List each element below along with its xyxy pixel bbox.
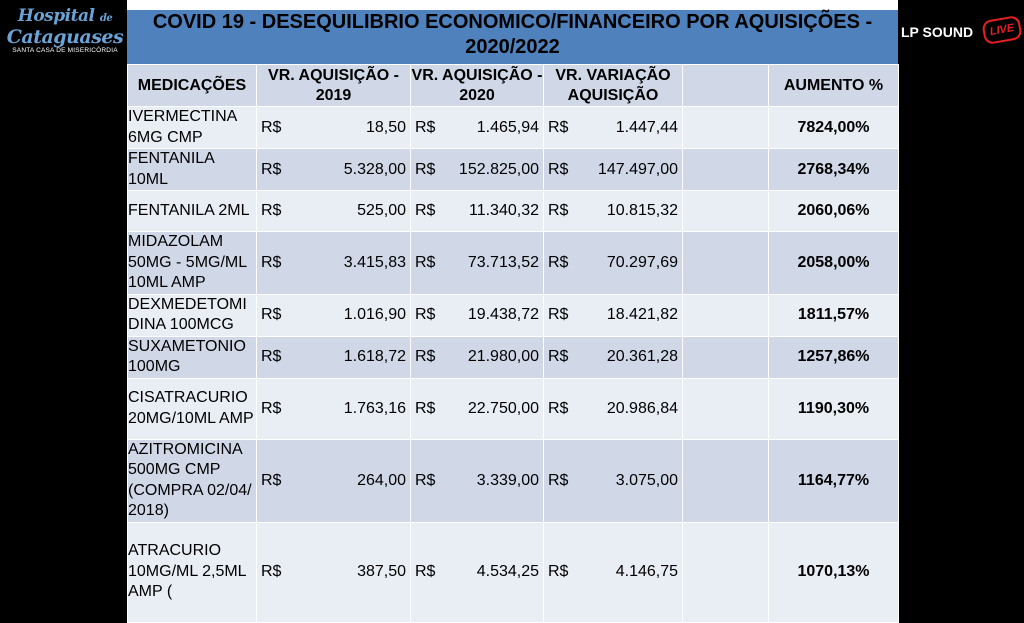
variation-value: 147.497,00 [597, 160, 678, 178]
currency-label: R$ [415, 348, 436, 365]
empty-cell [683, 522, 769, 622]
value-2019-cell [257, 336, 411, 378]
medication-cell: FENTANILA 10ML [128, 149, 257, 191]
value-2020: 22.750,00 [467, 399, 539, 417]
medication-cell: FENTANILA 2ML [128, 191, 257, 232]
variation-value: 3.075,00 [615, 471, 678, 489]
currency-label: R$ [548, 253, 569, 271]
variation-value: 20.986,84 [606, 399, 678, 417]
currency-label: R$ [415, 471, 436, 489]
value-2020: 3.339,00 [476, 471, 539, 489]
value-2019-cell [257, 149, 411, 191]
table-row [128, 522, 899, 622]
variation-cell [544, 232, 683, 295]
table-row [128, 439, 899, 522]
table-row [128, 378, 899, 439]
currency-label: R$ [261, 202, 282, 219]
value-2020-cell [411, 439, 544, 522]
currency-label: R$ [261, 118, 282, 136]
variation-value: 20.361,28 [606, 348, 678, 365]
hospital-logo [6, 8, 124, 62]
currency-label: R$ [548, 348, 569, 365]
variation-cell [544, 294, 683, 336]
currency-label: R$ [548, 399, 569, 417]
logo-title [6, 8, 124, 27]
value-2019-cell [257, 232, 411, 295]
increase-percent: 1190,30% [769, 378, 899, 439]
slide-title-line2: 2020/2022 [465, 36, 560, 58]
currency-label: R$ [548, 306, 569, 323]
medication-cell: MIDAZOLAM 50MG - 5MG/ML 10ML AMP [128, 232, 257, 295]
table-header-row [128, 65, 899, 107]
currency-label: R$ [548, 160, 569, 178]
column-header-increase: AUMENTO % [769, 65, 899, 107]
increase-percent: 2060,06% [769, 191, 899, 232]
currency-label: R$ [261, 253, 282, 271]
value-2019: 525,00 [357, 202, 406, 219]
medication-cell: CISATRACURIO 20MG/10ML AMP [128, 378, 257, 439]
value-2019: 1.763,16 [343, 399, 406, 417]
empty-cell [683, 294, 769, 336]
presentation-slide [127, 0, 898, 601]
value-2019-cell [257, 294, 411, 336]
slide-title-bar [127, 10, 898, 64]
value-2019: 5.328,00 [343, 160, 406, 178]
column-header-variation: VR. VARIAÇÃO AQUISIÇÃO [544, 65, 683, 107]
table-row [128, 232, 899, 295]
logo-text-de: de [99, 13, 113, 24]
variation-value: 1.447,44 [615, 118, 678, 136]
table-row [128, 191, 899, 232]
value-2019-cell [257, 522, 411, 622]
value-2020: 4.534,25 [476, 563, 539, 580]
value-2019-cell [257, 107, 411, 149]
empty-cell [683, 232, 769, 295]
currency-label: R$ [415, 253, 436, 271]
increase-percent: 2768,34% [769, 149, 899, 191]
value-2019-cell [257, 191, 411, 232]
empty-cell [683, 107, 769, 149]
currency-label: R$ [261, 160, 282, 178]
slide-title [127, 10, 898, 60]
column-header-empty [683, 65, 769, 107]
logo-subtitle: SANTA CASA DE MISERICÓRDIA [12, 47, 118, 54]
value-2019-cell [257, 378, 411, 439]
value-2020-cell [411, 149, 544, 191]
increase-percent: 1070,13% [769, 522, 899, 622]
currency-label: R$ [548, 471, 569, 489]
value-2019: 18,50 [365, 118, 406, 136]
table-row [128, 336, 899, 378]
value-2020: 152.825,00 [458, 160, 539, 178]
value-2020: 11.340,32 [469, 202, 539, 219]
value-2020: 19.438,72 [467, 306, 539, 323]
value-2020-cell [411, 294, 544, 336]
increase-percent: 1811,57% [769, 294, 899, 336]
table-row [128, 294, 899, 336]
lp-sound-watermark [901, 18, 1021, 44]
increase-percent: 1257,86% [769, 336, 899, 378]
variation-cell [544, 439, 683, 522]
value-2020: 73.713,52 [467, 253, 539, 271]
variation-value: 70.297,69 [606, 253, 678, 271]
value-2020-cell [411, 522, 544, 622]
currency-label: R$ [261, 399, 282, 417]
currency-label: R$ [415, 118, 436, 136]
currency-label: R$ [548, 563, 569, 580]
column-header-medication: MEDICAÇÕES [128, 65, 257, 107]
value-2020-cell [411, 107, 544, 149]
value-2020-cell [411, 336, 544, 378]
empty-cell [683, 149, 769, 191]
medication-cell: AZITROMICINA 500MG CMP (COMPRA 02/04/ 2018) [128, 439, 257, 522]
medication-cell: ATRACURIO 10MG/ML 2,5ML AMP ( [128, 522, 257, 622]
variation-cell [544, 191, 683, 232]
currency-label: R$ [415, 563, 436, 580]
currency-label: R$ [261, 348, 282, 365]
increase-percent: 7824,00% [769, 107, 899, 149]
value-2019: 1.618,72 [343, 348, 406, 365]
currency-label: R$ [548, 118, 569, 136]
variation-cell [544, 378, 683, 439]
variation-cell [544, 107, 683, 149]
value-2019: 264,00 [357, 471, 406, 489]
currency-label: R$ [415, 160, 436, 178]
watermark-text: LP SOUND [901, 24, 974, 40]
increase-percent: 2058,00% [769, 232, 899, 295]
currency-label: R$ [261, 563, 282, 580]
table-row [128, 149, 899, 191]
medication-cell: DEXMEDETOMI DINA 100MCG [128, 294, 257, 336]
value-2020: 21.980,00 [467, 348, 539, 365]
table-row [128, 107, 899, 149]
currency-label: R$ [415, 399, 436, 417]
variation-value: 18.421,82 [606, 306, 678, 323]
variation-value: 10.815,32 [606, 202, 678, 219]
variation-cell [544, 149, 683, 191]
value-2019-cell [257, 439, 411, 522]
empty-cell [683, 191, 769, 232]
empty-cell [683, 439, 769, 522]
variation-value: 4.146,75 [615, 563, 678, 580]
value-2020: 1.465,94 [476, 118, 539, 136]
value-2019: 1.016,90 [343, 306, 406, 323]
currency-label: R$ [548, 202, 569, 219]
empty-cell [683, 336, 769, 378]
empty-cell [683, 378, 769, 439]
column-header-2020: VR. AQUISIÇÃO - 2020 [411, 65, 544, 107]
value-2020-cell [411, 378, 544, 439]
currency-label: R$ [415, 306, 436, 323]
currency-label: R$ [415, 202, 436, 219]
increase-percent: 1164,77% [769, 439, 899, 522]
logo-text-hospital: Hospital [17, 6, 95, 26]
currency-label: R$ [261, 471, 282, 489]
live-badge: LIVE [981, 15, 1023, 45]
value-2019: 3.415,83 [343, 253, 406, 271]
slide-title-line1: COVID 19 - DESEQUILIBRIO ECONOMICO/FINANCEIRO POR AQUISIÇÕES - [152, 11, 873, 33]
logo-text-city: Cataguases [6, 26, 124, 48]
variation-cell [544, 522, 683, 622]
medication-cell: SUXAMETONIO 100MG [128, 336, 257, 378]
currency-label: R$ [261, 306, 282, 323]
value-2020-cell [411, 232, 544, 295]
medication-cell: IVERMECTINA 6MG CMP [128, 107, 257, 149]
variation-cell [544, 336, 683, 378]
value-2019: 387,50 [357, 563, 406, 580]
column-header-2019: VR. AQUISIÇÃO - 2019 [257, 65, 411, 107]
acquisition-table [127, 64, 899, 623]
value-2020-cell [411, 191, 544, 232]
